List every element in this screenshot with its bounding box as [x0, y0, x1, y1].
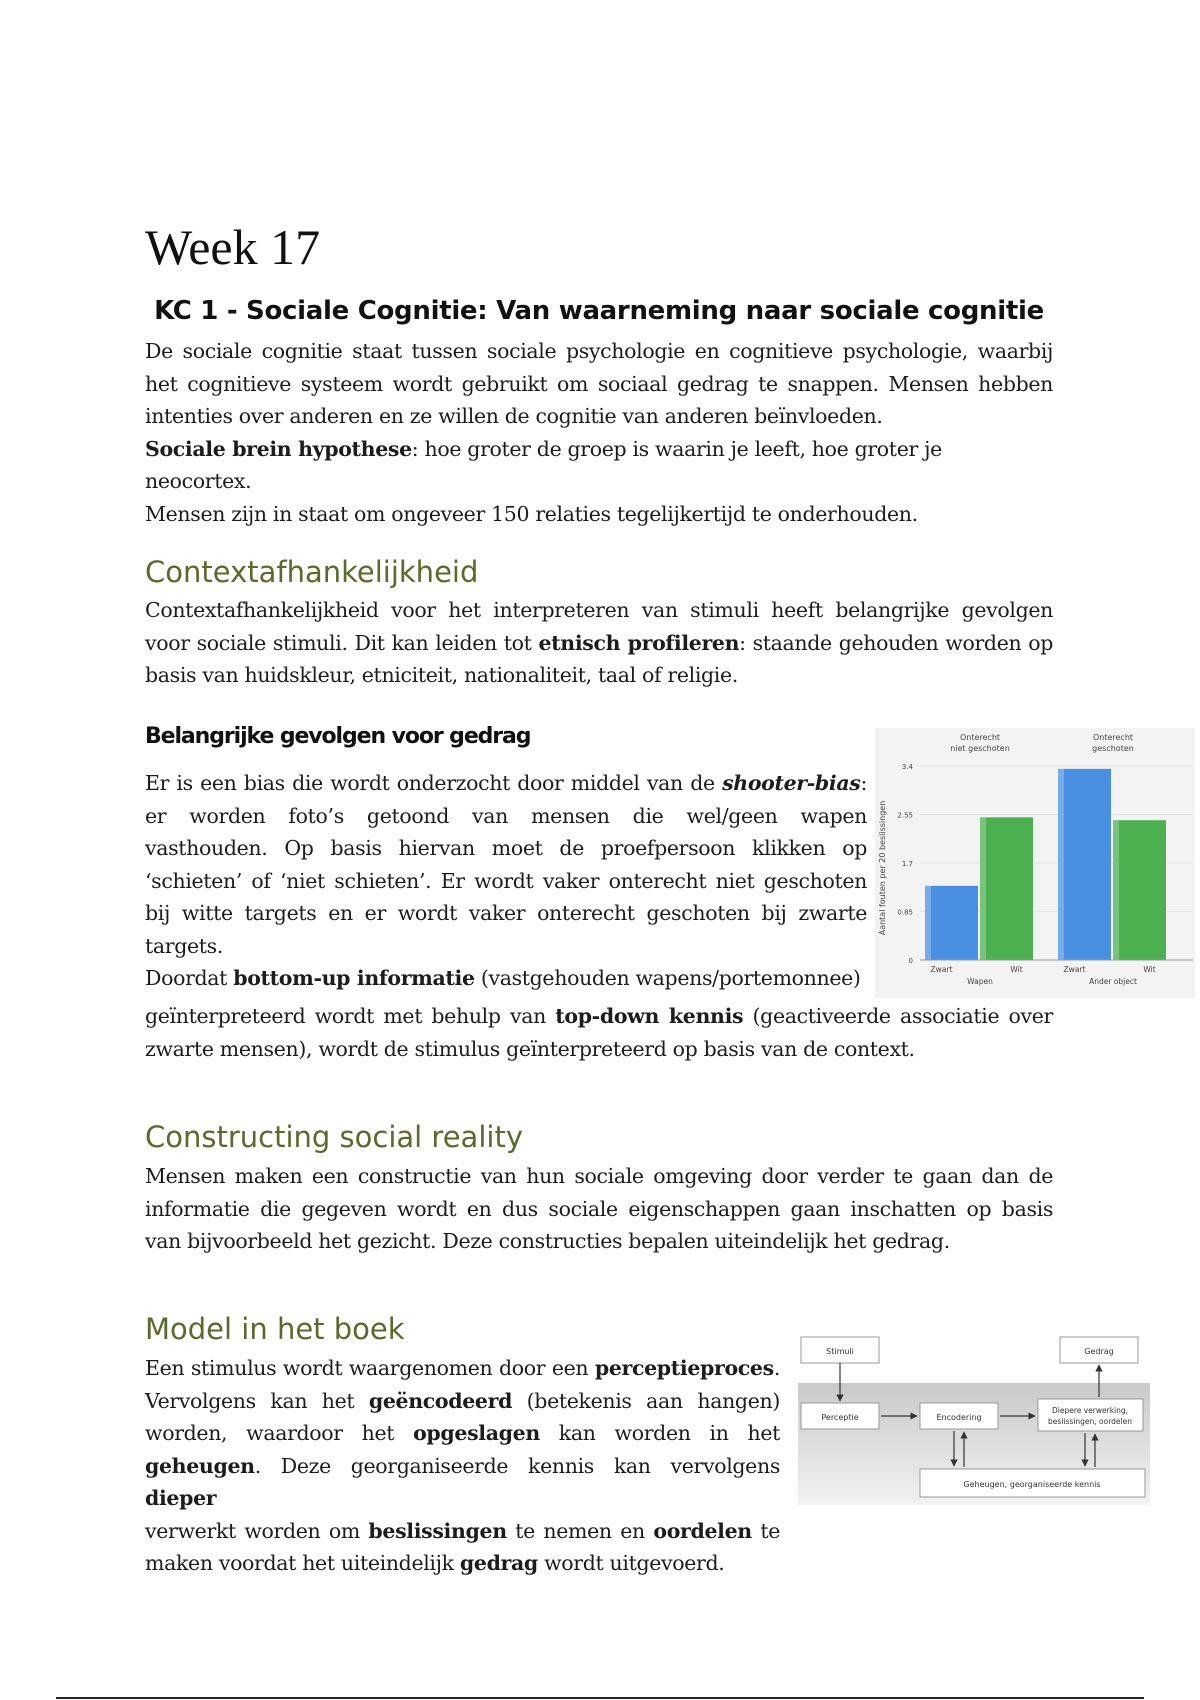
heading-model-in-het-boek: Model in het boek [145, 1312, 405, 1346]
kc-title: KC 1 - Sociale Cognitie: Van waarneming naar sociale cognitie [154, 296, 1044, 326]
term-opgeslagen: opgeslagen [413, 1421, 540, 1445]
bar-highlight [1113, 820, 1119, 960]
panel-title-line1: Onterecht [959, 733, 1001, 742]
bar-highlight [1058, 769, 1064, 960]
y-tick-label: 1.7 [901, 860, 913, 868]
context-paragraph: Contextafhankelijkheid voor het interpreteren van stimuli heeft belangrijke gevolgen voor sociale stimuli. Dit kan leiden tot etnisch profileren: staande gehouden worden op basis van huidskleur, etniciteit, nationaliteit, taal of religie. [145, 598, 1054, 687]
bar-zwart-2 [1058, 769, 1111, 960]
panel-title-line2: niet geschoten [950, 744, 1010, 753]
panel-title-line2: geschoten [1092, 744, 1134, 753]
footer-rule [56, 1697, 1144, 1699]
label-diepere-1: Diepere verwerking, [1051, 1406, 1129, 1415]
panel-title-line1: Onterecht [1092, 733, 1134, 742]
term-oordelen: oordelen [653, 1518, 752, 1543]
label-diepere-2: beslissingen, oordelen [1048, 1417, 1132, 1426]
x-category-label: Zwart [1063, 965, 1086, 974]
term-geheugen: geheugen [145, 1453, 255, 1478]
shooter-bias-paragraph: Er is een bias die wordt onderzocht door middel van de shooter-bias: er worden foto’s getoond van mensen die wel/geen wapen vasthouden. Op basis hiervan moet de proefpersoon klikken op ‘schieten’ of ‘niet schieten’. Er wordt vaker onterecht niet geschoten bij witte targets en er wordt vaker onterecht geschoten bij zwarte targets. Doordat bottom-up informatie (vastgehouden wapens/portemonnee) [145, 771, 867, 990]
term-top-down-kennis: top-down kennis [555, 1004, 744, 1028]
bar-highlight [925, 886, 931, 960]
term-beslissingen: beslissingen [368, 1518, 507, 1543]
bar-highlight [980, 817, 986, 960]
model-diagram [798, 1335, 1150, 1505]
intro-paragraph: De sociale cognitie staat tussen sociale psychologie en cognitieve psychologie, waarbij het cognitieve systeem wordt gebruikt om sociaal gedrag te snappen. Mensen hebben intenties over anderen en ze willen de cognitie van anderen beïnvloeden. Sociale brein hypothese: hoe groter de groep is waarin je leeft, hoe groter je neocortex. Mensen zijn in staat om ongeveer 150 relaties tegelijkertijd te onderhouden. [145, 339, 1053, 526]
x-category-label: Zwart [930, 965, 953, 974]
bar-zwart-1 [925, 886, 978, 960]
box-diepere-verwerking [1038, 1399, 1143, 1431]
y-tick-label: 3.4 [901, 763, 913, 771]
y-tick-label: 2.55 [897, 811, 913, 820]
bar-wit-2 [1113, 820, 1166, 960]
label-gedrag: Gedrag [1084, 1347, 1114, 1356]
topdown-paragraph: geïnterpreteerd wordt met behulp van top-down kennis (geactiveerde associatie over zwarte mensen), wordt de stimulus geïnterpreteerd op basis van de context. [145, 1004, 1054, 1061]
heading-constructing-social-reality: Constructing social reality [145, 1120, 523, 1154]
term-gedrag: gedrag [459, 1551, 538, 1575]
x-group-label: Ander object [1089, 977, 1137, 986]
term-bottom-up-informatie: bottom-up informatie [233, 966, 475, 990]
term-dieper: dieper [145, 1486, 217, 1510]
x-category-label: Wit [1143, 965, 1156, 974]
x-group-label: Wapen [967, 977, 993, 986]
label-perceptie: Perceptie [821, 1413, 859, 1422]
x-category-label: Wit [1010, 965, 1023, 974]
model-paragraph: Een stimulus wordt waargenomen door een perceptieproces. Vervolgens kan het geëncodeerd (betekenis aan hangen) worden, waardoor het opgeslagen kan worden in het geheugen. Deze georganiseerde kennis kan vervolgens dieper verwerkt worden om beslissingen te nemen en oordelen te maken voordat het uiteindelijk gedrag wordt uitgevoerd. [145, 1356, 780, 1575]
term-perceptieproces: perceptieproces [594, 1356, 774, 1380]
term-etnisch-profileren: etnisch profileren [538, 630, 740, 655]
week-title: Week 17 [145, 219, 321, 275]
heading-contextafhankelijkheid: Contextafhankelijkheid [145, 555, 479, 589]
shooter-bias-chart [875, 728, 1195, 998]
term-geencodeerd: geëncodeerd [368, 1388, 513, 1413]
heading-gevolgen-gedrag: Belangrijke gevolgen voor gedrag [145, 724, 531, 749]
term-shooter-bias: shooter-bias [722, 771, 861, 795]
label-stimuli: Stimuli [826, 1347, 854, 1356]
y-axis-label: Aantal fouten per 20 beslissingen [878, 800, 887, 936]
bar-wit-1 [980, 817, 1033, 960]
label-geheugen: Geheugen, georganiseerde kennis [963, 1480, 1101, 1489]
y-tick-label: 0 [908, 957, 913, 965]
y-tick-label: 0.85 [897, 908, 913, 917]
label-encodering: Encodering [936, 1413, 982, 1422]
reality-paragraph: Mensen maken een constructie van hun sociale omgeving door verder te gaan dan de informatie die gegeven wordt en dus sociale eigenschappen gaan inschatten op basis van bijvoorbeeld het gezicht. Deze constructies bepalen uiteindelijk het gedrag. [145, 1164, 1053, 1253]
term-sociale-brein-hypothese: Sociale brein hypothese [145, 436, 412, 461]
